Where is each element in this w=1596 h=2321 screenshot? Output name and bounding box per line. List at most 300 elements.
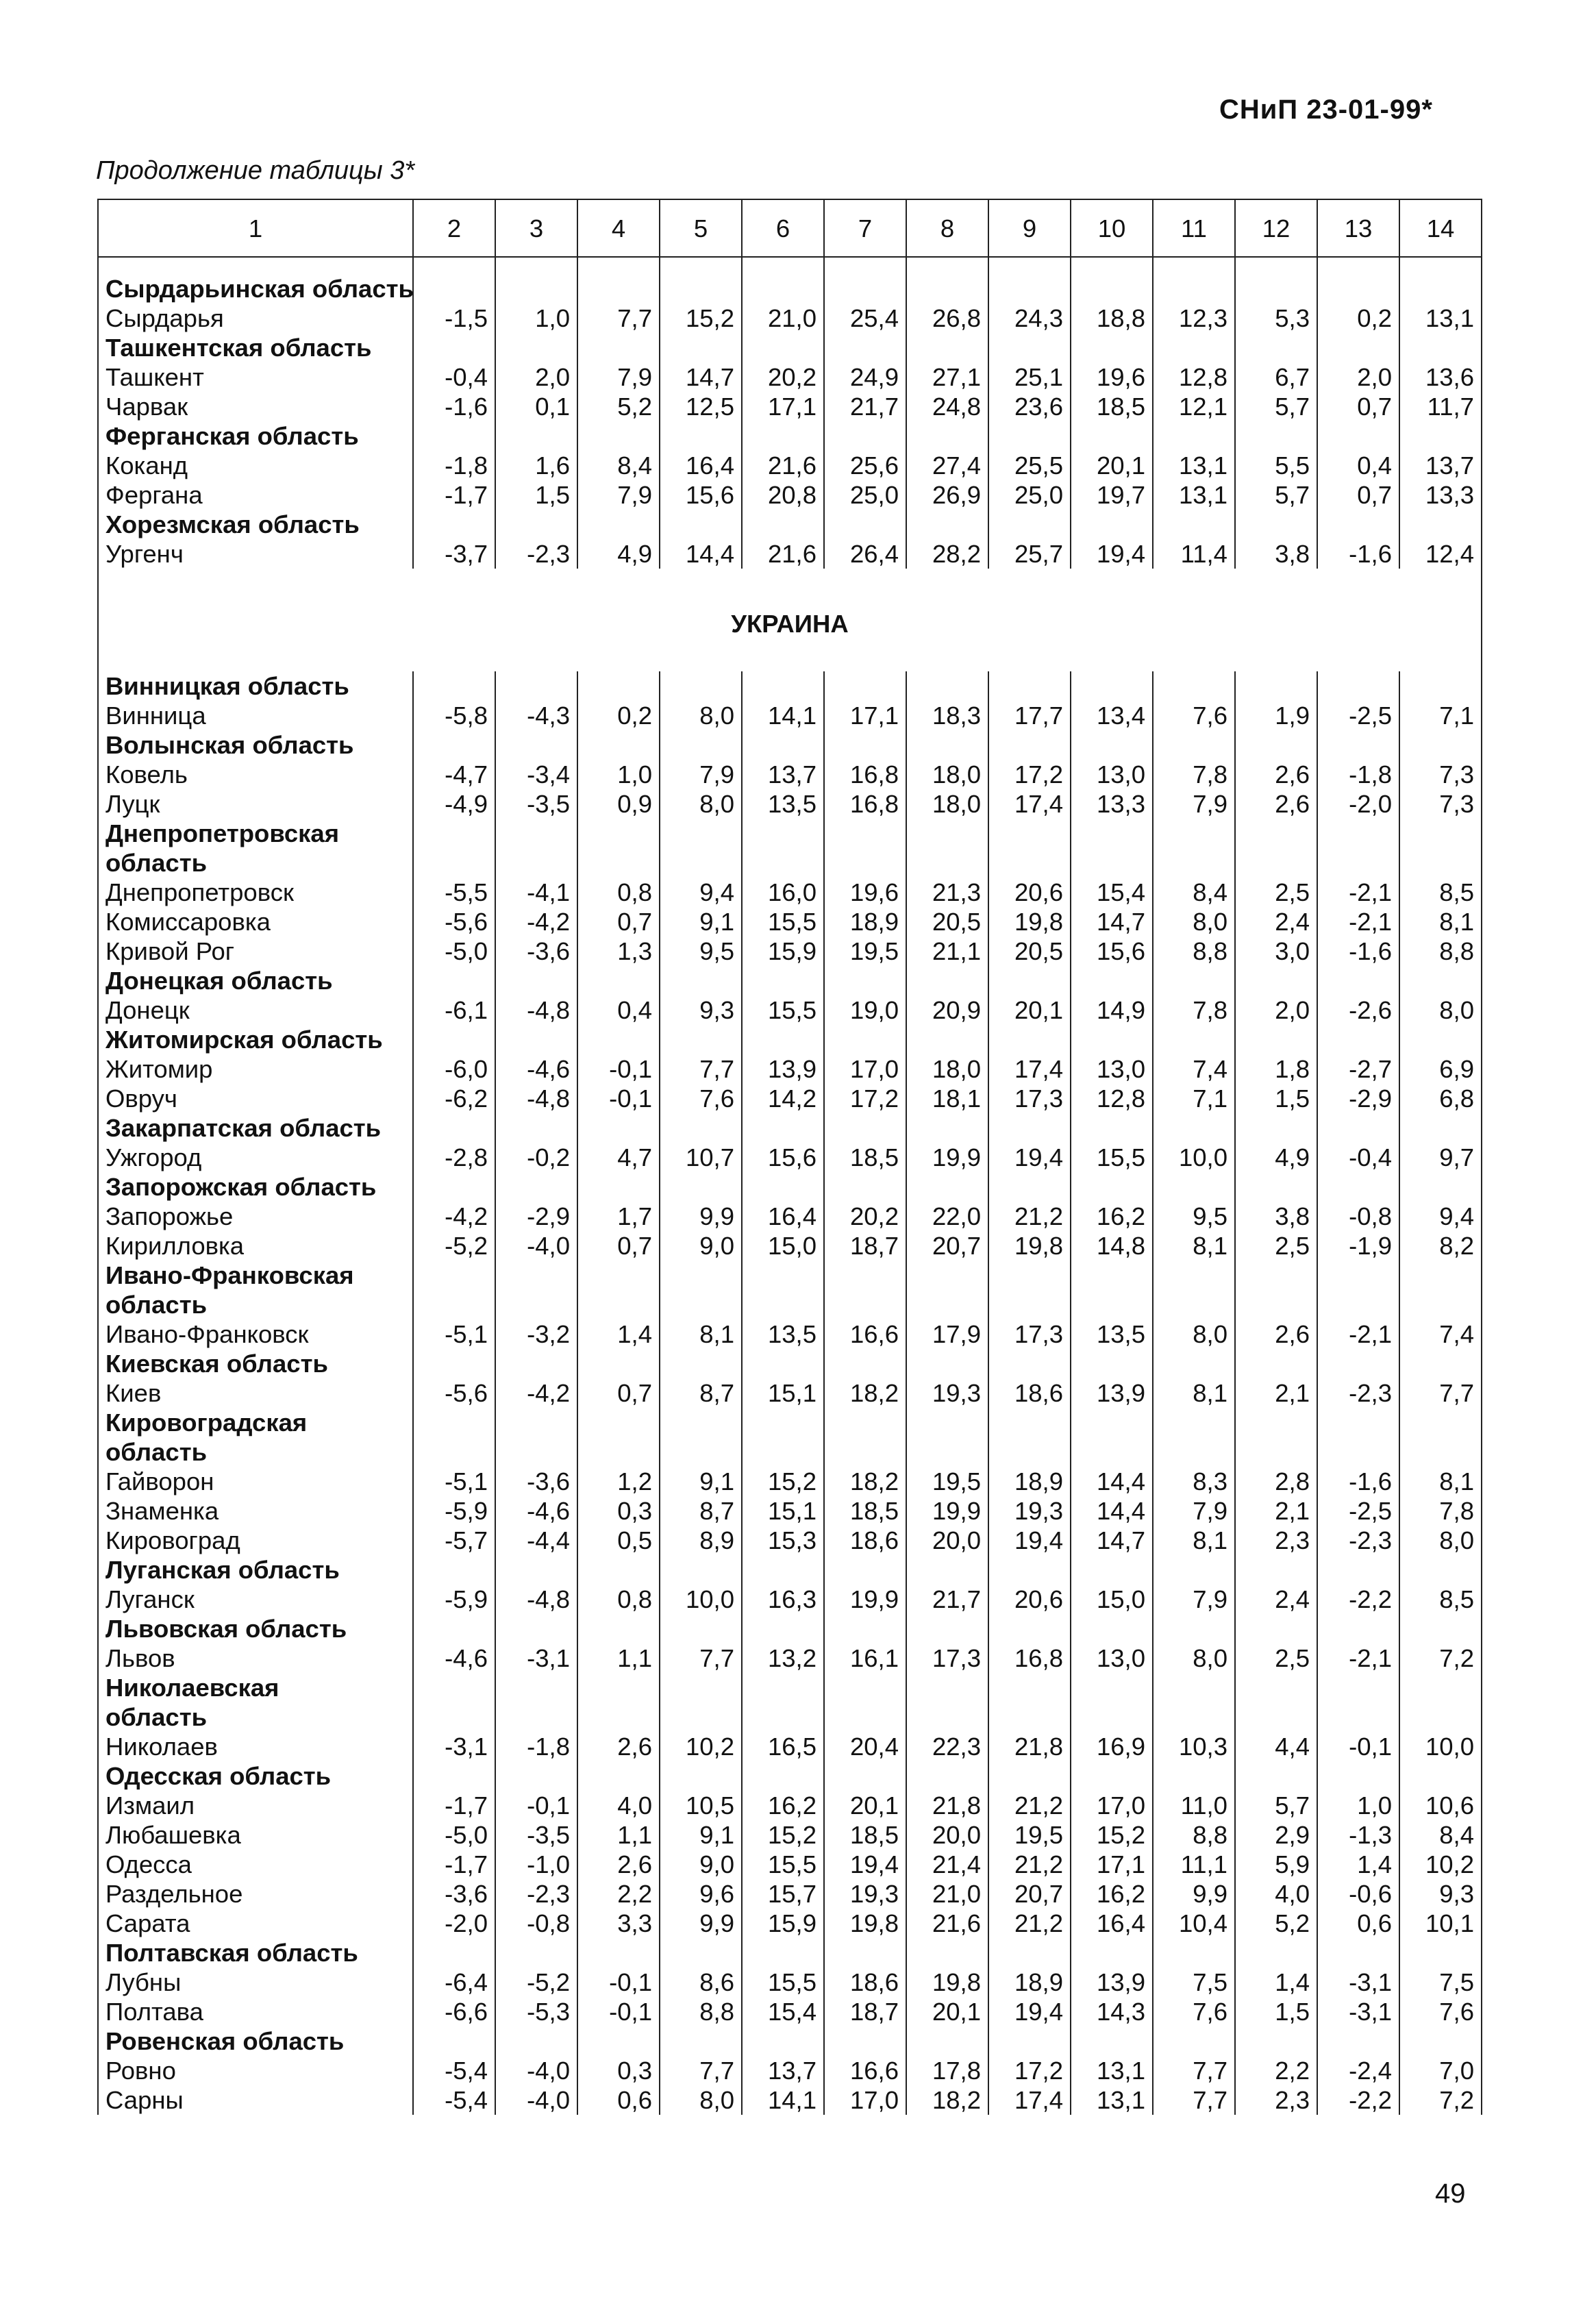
value-cell [988,1290,1071,1319]
value-cell [1235,1172,1317,1202]
value-cell: 18,6 [988,1378,1071,1408]
value-cell: 8,6 [660,1968,742,1997]
region-row [98,1261,1482,1290]
value-cell: 3,0 [1235,936,1317,966]
value-cell: 13,7 [742,760,824,789]
value-cell: 9,9 [1153,1879,1235,1909]
value-cell [1317,848,1399,878]
value-cell: 7,6 [1153,1997,1235,2026]
value-cell [413,730,495,760]
value-cell: 7,7 [577,303,660,333]
value-cell: -0,1 [577,1084,660,1113]
value-cell [824,819,906,848]
value-cell: 16,5 [742,1732,824,1761]
region-name: Запорожская область [98,1172,413,1202]
value-cell: -2,0 [1317,789,1399,819]
value-cell: 7,9 [577,480,660,510]
value-cell: 25,7 [988,539,1071,569]
value-cell [577,1761,660,1791]
value-cell: 14,7 [1071,907,1153,936]
value-cell: 20,7 [906,1231,988,1261]
value-cell: 0,7 [577,1231,660,1261]
station-name: Запорожье [98,1202,413,1231]
value-cell: 14,3 [1071,1997,1153,2026]
value-cell [1153,819,1235,848]
value-cell: 11,4 [1153,539,1235,569]
value-cell: 5,2 [1235,1909,1317,1938]
region-row [98,1025,1482,1054]
region-name: Днепропетровская [98,819,413,848]
table-body [98,257,1482,2115]
value-cell [1317,671,1399,701]
value-cell: 7,8 [1153,995,1235,1025]
value-cell: 17,1 [1071,1850,1153,1879]
value-cell [1071,1555,1153,1585]
value-cell: 7,5 [1399,1968,1482,1997]
value-cell [1235,1761,1317,1791]
value-cell [742,730,824,760]
value-cell [1071,1261,1153,1290]
value-cell [1399,819,1482,848]
value-cell: 9,5 [660,936,742,966]
value-cell: 18,6 [824,1968,906,1997]
value-cell [577,1025,660,1054]
value-cell: 4,0 [1235,1879,1317,1909]
value-cell: 19,5 [824,936,906,966]
value-cell: 13,1 [1153,480,1235,510]
value-cell: 7,7 [1153,2085,1235,2115]
value-cell [1235,671,1317,701]
value-cell: 7,9 [1153,789,1235,819]
value-cell [1317,730,1399,760]
value-cell [577,1673,660,1702]
value-cell: 21,0 [906,1879,988,1909]
value-cell: -4,2 [413,1202,495,1231]
station-row [98,1319,1482,1349]
value-cell: 22,3 [906,1732,988,1761]
value-cell [988,1614,1071,1643]
value-cell: -2,7 [1317,1054,1399,1084]
region-row [98,730,1482,760]
value-cell: 21,2 [988,1850,1071,1879]
value-cell [1399,671,1482,701]
station-row [98,1909,1482,1938]
value-cell [824,510,906,539]
station-row [98,392,1482,421]
value-cell: 21,8 [988,1732,1071,1761]
value-cell: 22,0 [906,1202,988,1231]
value-cell: 8,4 [577,451,660,480]
value-cell [1153,1290,1235,1319]
value-cell [906,2026,988,2056]
value-cell: 9,9 [660,1202,742,1231]
value-cell: 2,0 [1235,995,1317,1025]
value-cell: 21,6 [742,451,824,480]
station-name: Ковель [98,760,413,789]
station-name: Винница [98,701,413,730]
value-cell: 14,4 [1071,1496,1153,1526]
value-cell [660,333,742,362]
value-cell [988,1761,1071,1791]
value-cell: 15,4 [742,1997,824,2026]
value-cell [577,1113,660,1143]
region-name: Ферганская область [98,421,413,451]
value-cell: 1,5 [1235,1084,1317,1113]
station-row [98,1997,1482,2026]
value-cell [1071,1614,1153,1643]
value-cell: 0,8 [577,1585,660,1614]
value-cell: 5,2 [577,392,660,421]
value-cell: 7,1 [1399,701,1482,730]
value-cell [577,1555,660,1585]
value-cell: 10,0 [1153,1143,1235,1172]
value-cell: -2,3 [1317,1378,1399,1408]
value-cell: 8,1 [1153,1378,1235,1408]
value-cell: -2,9 [1317,1084,1399,1113]
value-cell [413,1761,495,1791]
value-cell [906,333,988,362]
value-cell: 9,3 [1399,1879,1482,1909]
value-cell [1235,1408,1317,1437]
value-cell [742,1761,824,1791]
column-header: 5 [660,199,742,257]
value-cell: 3,8 [1235,539,1317,569]
value-cell [1399,2026,1482,2056]
value-cell [495,671,577,701]
value-cell: 25,0 [824,480,906,510]
value-cell: 10,2 [1399,1850,1482,1879]
value-cell: 2,4 [1235,1585,1317,1614]
value-cell: 8,9 [660,1526,742,1555]
value-cell: -0,1 [1317,1732,1399,1761]
value-cell: -1,8 [413,451,495,480]
value-cell: 21,0 [742,303,824,333]
region-name: область [98,1290,413,1319]
station-name: Сарны [98,2085,413,2115]
value-cell: 18,6 [824,1526,906,1555]
value-cell: -4,2 [495,1378,577,1408]
value-cell: 16,2 [742,1791,824,1820]
value-cell [495,1290,577,1319]
value-cell [824,2026,906,2056]
value-cell [577,1437,660,1467]
value-cell: 20,1 [988,995,1071,1025]
value-cell: 13,0 [1071,760,1153,789]
value-cell: 16,2 [1071,1202,1153,1231]
value-cell [824,730,906,760]
value-cell: 16,4 [742,1202,824,1231]
value-cell: -3,6 [495,936,577,966]
value-cell [906,1938,988,1968]
value-cell: 13,5 [742,1319,824,1349]
value-cell [1399,1408,1482,1437]
value-cell [413,1172,495,1202]
value-cell: 13,9 [1071,1378,1153,1408]
value-cell [988,1025,1071,1054]
value-cell [660,966,742,995]
value-cell [1071,1349,1153,1378]
value-cell: 7,9 [1153,1496,1235,1526]
value-cell: 20,5 [988,936,1071,966]
value-cell: -2,3 [495,539,577,569]
value-cell [413,333,495,362]
value-cell: 2,5 [1235,878,1317,907]
value-cell [1235,2026,1317,2056]
value-cell: -4,2 [495,907,577,936]
column-header: 13 [1317,199,1399,257]
value-cell: 7,1 [1153,1084,1235,1113]
value-cell: 21,2 [988,1909,1071,1938]
value-cell [1153,1702,1235,1732]
value-cell: 13,1 [1153,451,1235,480]
value-cell [1153,1408,1235,1437]
value-cell: 16,8 [988,1643,1071,1673]
value-cell [988,1408,1071,1437]
value-cell: 8,4 [1153,878,1235,907]
value-cell: 1,1 [577,1820,660,1850]
station-row [98,2056,1482,2085]
value-cell: 10,3 [1153,1732,1235,1761]
value-cell: 26,4 [824,539,906,569]
value-cell [906,421,988,451]
value-cell: 10,1 [1399,1909,1482,1938]
value-cell: 7,0 [1399,2056,1482,2085]
value-cell [1235,1290,1317,1319]
station-row [98,1968,1482,1997]
region-name: область [98,848,413,878]
value-cell: 8,8 [1153,936,1235,966]
value-cell: 19,5 [988,1820,1071,1850]
value-cell [1153,1761,1235,1791]
value-cell: -5,7 [413,1526,495,1555]
value-cell: -2,1 [1317,907,1399,936]
value-cell [413,1025,495,1054]
value-cell: 18,3 [906,701,988,730]
station-row [98,1850,1482,1879]
column-header: 4 [577,199,660,257]
value-cell: 15,5 [742,907,824,936]
value-cell: 19,9 [824,1585,906,1614]
value-cell [1317,1555,1399,1585]
value-cell: -4,0 [495,1231,577,1261]
value-cell: 0,2 [577,701,660,730]
value-cell [660,1938,742,1968]
value-cell: 0,4 [577,995,660,1025]
value-cell [1153,333,1235,362]
station-name: Донецк [98,995,413,1025]
value-cell: 7,9 [577,362,660,392]
value-cell: 8,8 [1399,936,1482,966]
value-cell [906,1261,988,1290]
value-cell: 1,5 [495,480,577,510]
value-cell [413,274,495,303]
value-cell [988,1673,1071,1702]
value-cell [577,848,660,878]
region-name: Хорезмская область [98,510,413,539]
station-name: Сырдарья [98,303,413,333]
value-cell: 20,7 [988,1879,1071,1909]
value-cell [577,421,660,451]
value-cell: -2,9 [495,1202,577,1231]
value-cell [906,274,988,303]
value-cell [1317,1349,1399,1378]
value-cell: 1,0 [577,760,660,789]
value-cell [1071,510,1153,539]
station-name: Овруч [98,1084,413,1113]
document-code: СНиП 23-01-99* [1219,95,1433,125]
value-cell: -4,0 [495,2056,577,2085]
station-row [98,995,1482,1025]
value-cell: 19,4 [824,1850,906,1879]
region-row [98,1437,1482,1467]
value-cell: 13,5 [742,789,824,819]
value-cell: 18,9 [988,1467,1071,1496]
value-cell: 17,4 [988,1054,1071,1084]
value-cell: 7,7 [660,1643,742,1673]
column-header: 8 [906,199,988,257]
value-cell [824,671,906,701]
value-cell: 18,2 [824,1378,906,1408]
value-cell: 19,4 [988,1997,1071,2026]
value-cell [413,1290,495,1319]
value-cell [906,1555,988,1585]
value-cell: 19,4 [988,1526,1071,1555]
region-name: Ивано-Франковская [98,1261,413,1290]
value-cell: -1,6 [1317,936,1399,966]
value-cell [1399,848,1482,878]
value-cell: 2,9 [1235,1820,1317,1850]
value-cell: 8,0 [1399,995,1482,1025]
value-cell: 8,4 [1399,1820,1482,1850]
region-name: Киевская область [98,1349,413,1378]
station-name: Чарвак [98,392,413,421]
region-name: Винницкая область [98,671,413,701]
value-cell: -5,6 [413,1378,495,1408]
value-cell: 20,5 [906,907,988,936]
value-cell: 17,3 [988,1319,1071,1349]
station-row [98,701,1482,730]
value-cell: 8,1 [1399,907,1482,936]
value-cell [495,1673,577,1702]
region-row [98,848,1482,878]
value-cell [1153,1938,1235,1968]
value-cell: 10,7 [660,1143,742,1172]
value-cell: -3,5 [495,1820,577,1850]
value-cell [495,510,577,539]
value-cell [1399,510,1482,539]
value-cell: 4,9 [577,539,660,569]
value-cell [495,421,577,451]
value-cell [577,966,660,995]
value-cell: 7,4 [1153,1054,1235,1084]
value-cell: 19,4 [988,1143,1071,1172]
value-cell: 19,7 [1071,480,1153,510]
value-cell: -6,2 [413,1084,495,1113]
value-cell: 1,1 [577,1643,660,1673]
value-cell: -1,6 [1317,1467,1399,1496]
value-cell: -4,0 [495,2085,577,2115]
value-cell [988,274,1071,303]
value-cell [1399,333,1482,362]
station-name: Ивано-Франковск [98,1319,413,1349]
value-cell: 14,1 [742,701,824,730]
region-row [98,1113,1482,1143]
value-cell [413,1614,495,1643]
value-cell: 13,1 [1071,2056,1153,2085]
value-cell: -3,2 [495,1319,577,1349]
value-cell: 8,0 [660,2085,742,2115]
value-cell [906,730,988,760]
value-cell: -6,0 [413,1054,495,1084]
value-cell [1071,1290,1153,1319]
value-cell: 24,3 [988,303,1071,333]
value-cell [660,1408,742,1437]
value-cell [1399,1025,1482,1054]
value-cell [1235,1025,1317,1054]
value-cell [906,1349,988,1378]
value-cell [577,1408,660,1437]
value-cell [742,966,824,995]
value-cell: 9,7 [1399,1143,1482,1172]
region-name: Полтавская область [98,1938,413,1968]
value-cell [660,1172,742,1202]
value-cell: 18,7 [824,1997,906,2026]
value-cell [660,1349,742,1378]
value-cell: 18,0 [906,1054,988,1084]
value-cell: 8,0 [1153,1643,1235,1673]
value-cell: -3,1 [1317,1997,1399,2026]
value-cell: 14,4 [1071,1467,1153,1496]
value-cell [988,333,1071,362]
value-cell: 20,0 [906,1820,988,1850]
value-cell [660,2026,742,2056]
value-cell: 13,7 [742,2056,824,2085]
value-cell: 17,4 [988,789,1071,819]
value-cell: 25,0 [988,480,1071,510]
value-cell [988,1113,1071,1143]
value-cell: 1,5 [1235,1997,1317,2026]
value-cell: 13,9 [1071,1968,1153,1997]
region-row [98,421,1482,451]
station-name: Измаил [98,1791,413,1820]
value-cell [660,274,742,303]
value-cell: 15,9 [742,1909,824,1938]
value-cell: 20,0 [906,1526,988,1555]
station-name: Кировоград [98,1526,413,1555]
value-cell: 8,8 [1153,1820,1235,1850]
value-cell [577,1290,660,1319]
value-cell: 19,4 [1071,539,1153,569]
station-name: Ровно [98,2056,413,2085]
value-cell: 18,0 [906,789,988,819]
value-cell [577,510,660,539]
value-cell [824,1113,906,1143]
value-cell: 9,4 [660,878,742,907]
value-cell: 26,9 [906,480,988,510]
region-row [98,1290,1482,1319]
station-name: Луганск [98,1585,413,1614]
value-cell: 8,7 [660,1378,742,1408]
value-cell: -2,5 [1317,1496,1399,1526]
value-cell [906,1761,988,1791]
value-cell: -0,1 [577,1054,660,1084]
value-cell: 17,9 [906,1319,988,1349]
value-cell [577,1349,660,1378]
value-cell [1235,966,1317,995]
value-cell [495,1437,577,1467]
value-cell: 10,0 [1399,1732,1482,1761]
value-cell: 12,8 [1153,362,1235,392]
